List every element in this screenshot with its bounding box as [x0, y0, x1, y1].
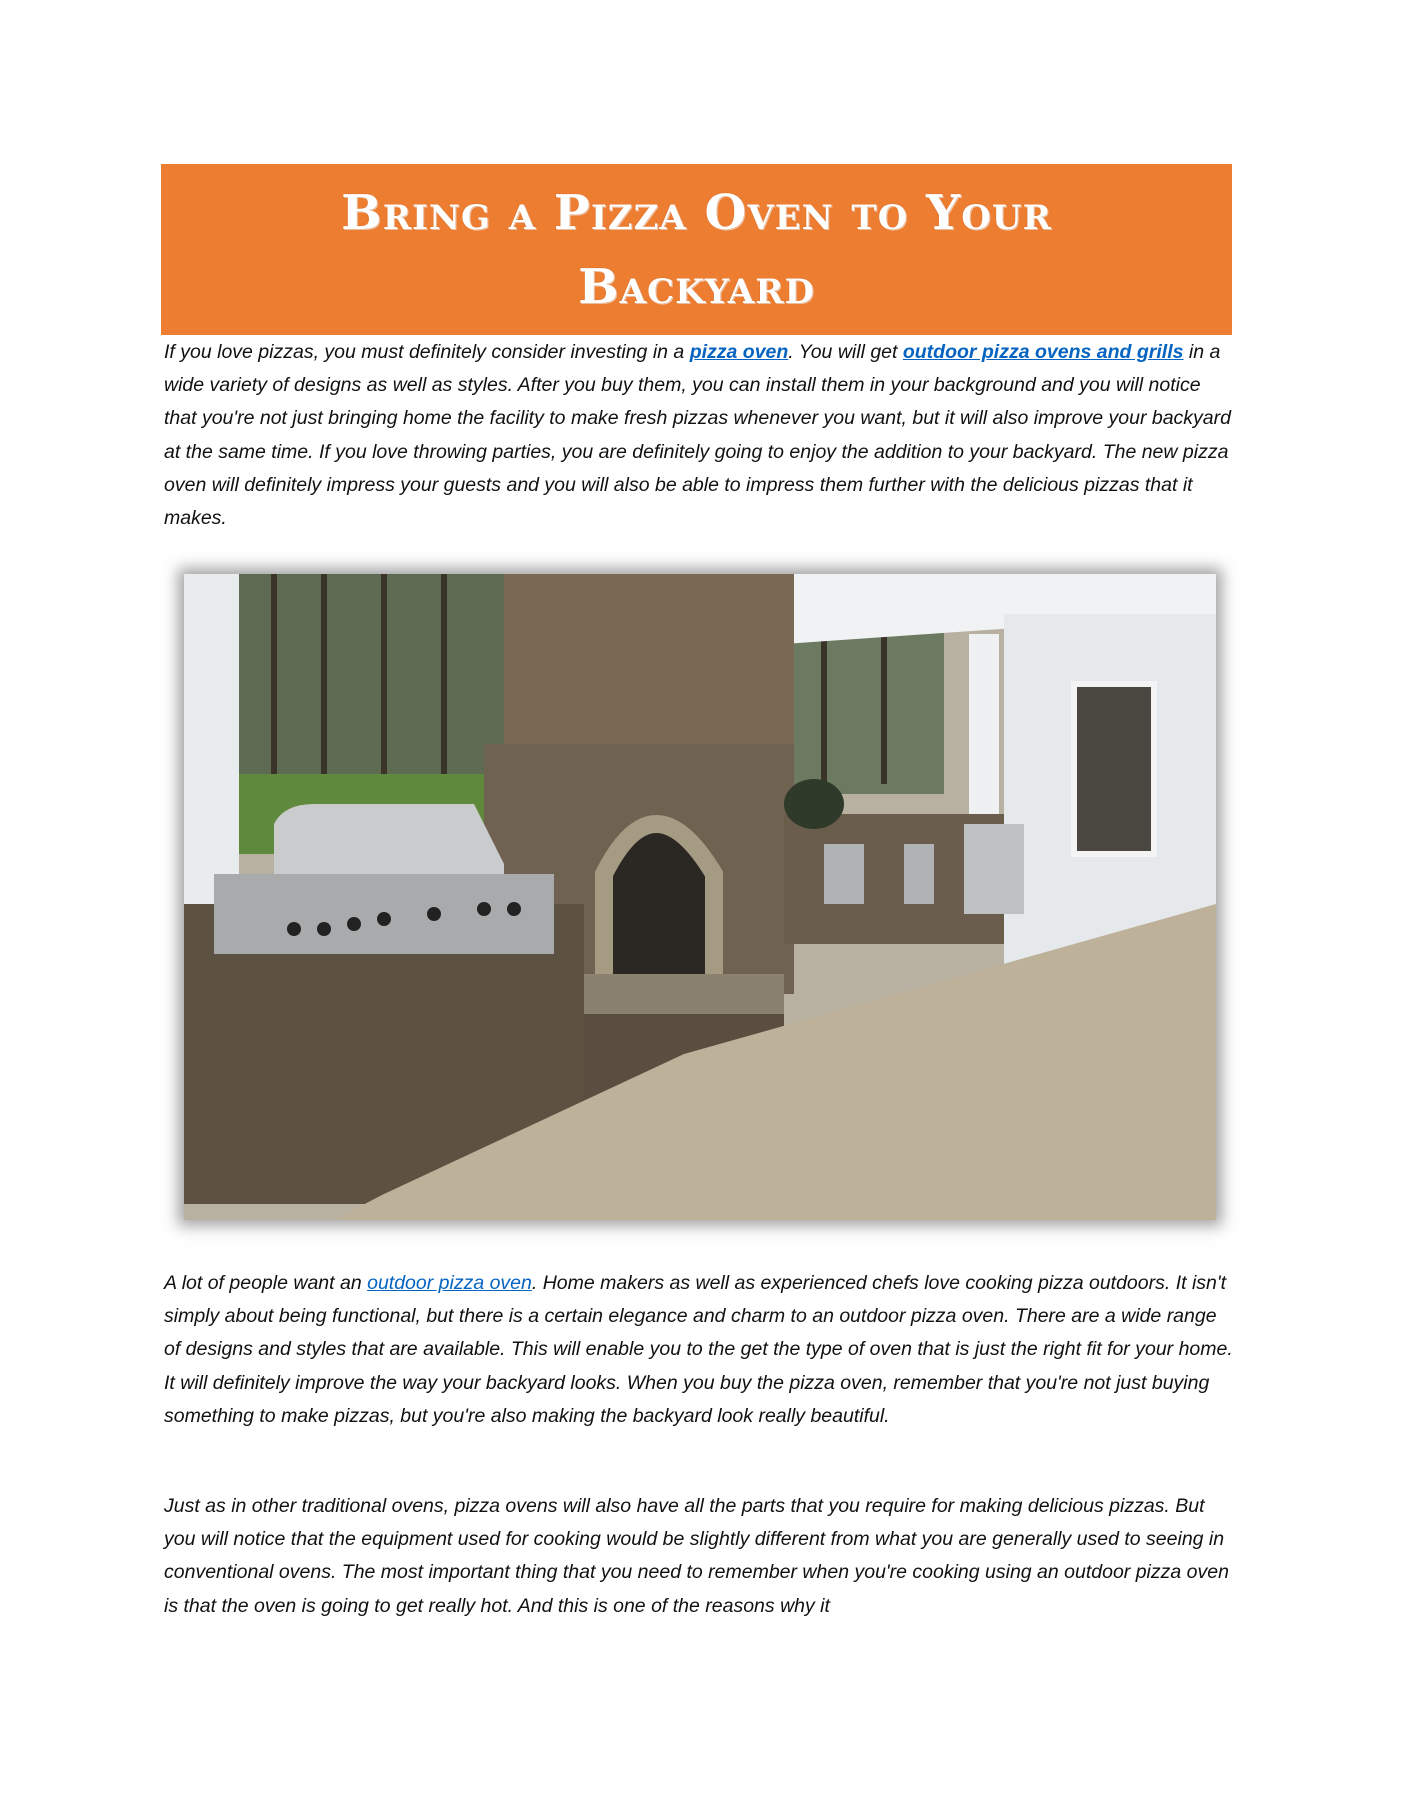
- page-title: Bring a Pizza Oven to Your Backyard: [341, 184, 1052, 315]
- outdoor-pizza-oven-link[interactable]: outdoor pizza oven: [367, 1272, 532, 1294]
- intro-paragraph: [164, 336, 1234, 535]
- pizza-oven-link[interactable]: pizza oven: [689, 341, 789, 363]
- outdoor-ovens-grills-link[interactable]: outdoor pizza ovens and grills: [902, 341, 1184, 363]
- text: in a wide variety of designs as well as styles. After you buy them, you can install them in your background and you will notice that you're not just bringing home the facility to make fresh pizzas whenever you want, but it will also improve your backyard at the same time. If you love throwing parties, you are definitely going to enjoy the addition to your backyard. The new pizza oven will definitely impress your guests and you will also be able to impress them further with the delicious pizzas that it makes.: [164, 341, 1231, 530]
- outdoor-kitchen-photo: [184, 574, 1216, 1220]
- text: . Home makers as well as experienced chefs love cooking pizza outdoors. It isn't simply about being functional, but there is a certain elegance and charm to an outdoor pizza oven. There are a wide range of designs and styles that are available. This will enable you to the get the type of oven that is just the right fit for your home. It will definitely improve the way your backyard looks. When you buy the pizza oven, remember that you're not just buying something to make pizzas, but you're also making the backyard look really beautiful.: [164, 1272, 1233, 1427]
- title-banner: [161, 164, 1232, 335]
- text: A lot of people want an: [164, 1272, 368, 1294]
- body-paragraph-3: [164, 1490, 1234, 1623]
- text: . You will get: [788, 341, 903, 363]
- text: Just as in other traditional ovens, pizza ovens will also have all the parts that you require for making delicious pizzas. But you will notice that the equipment used for cooking would be slightly different from what you are generally used to seeing in conventional ovens. The most important thing that you need to remember when you're cooking using an outdoor pizza oven is that the oven is going to get really hot. And this is one of the reasons why it: [164, 1495, 1229, 1617]
- body-paragraph-2: [164, 1267, 1234, 1433]
- text: If you love pizzas, you must definitely consider investing in a: [164, 341, 690, 363]
